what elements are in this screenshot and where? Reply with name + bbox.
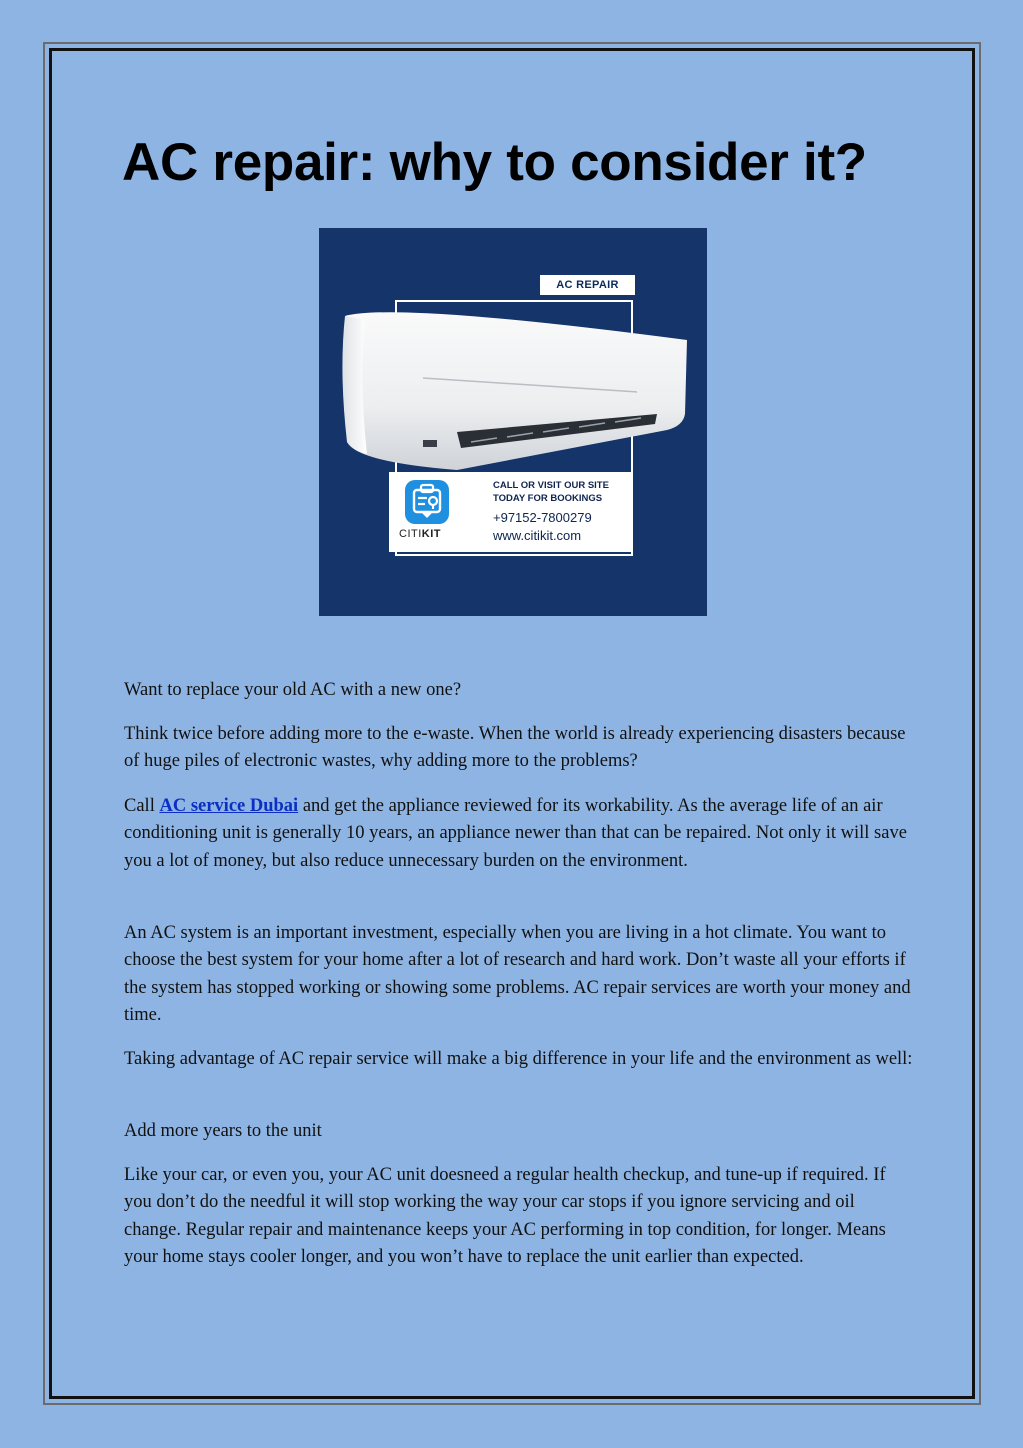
paragraph-advantages: Taking advantage of AC repair service will make a big difference in your life and the environment as well: — [124, 1049, 913, 1069]
hero-image — [319, 228, 707, 616]
section-heading-add-years: Add more years to the unit — [124, 1121, 322, 1141]
brand-name — [399, 528, 441, 540]
paragraph-e-waste: Think twice before adding more to the e-waste. When the world is already experiencing disasters because of huge piles of electronic wastes, why adding more to the problems? — [124, 724, 906, 772]
air-conditioner-image — [337, 302, 689, 472]
paragraph-intro-question: Want to replace your old AC with a new one? — [124, 680, 462, 700]
paragraph-call-service — [124, 793, 914, 875]
phone-number: +97152-7800279 — [493, 510, 592, 525]
call-suffix: and get the appliance reviewed for its workability. As the average life of an air conditioning unit is generally 10 years, an appliance newer than that can be repaired. Not only it will save you a lot of money, but also reduce unnecessary burden on the environment. — [124, 796, 907, 871]
brand-name-light: CITI — [399, 528, 422, 540]
contact-card — [389, 472, 633, 552]
ac-repair-badge: AC REPAIR — [540, 275, 635, 295]
cta-line-2: TODAY FOR BOOKINGS — [493, 493, 603, 504]
page-title: AC repair: why to consider it? — [122, 133, 867, 192]
ac-service-dubai-link[interactable]: AC service Dubai — [159, 796, 299, 816]
cta-line-1: CALL OR VISIT OUR SITE — [493, 480, 609, 491]
website-url: www.citikit.com — [493, 528, 582, 543]
paragraph-investment: An AC system is an important investment, especially when you are living in a hot climate. You want to choose the best system for your home after a lot of research and hard work. Don’t waste all your efforts if the system has stopped working or showing some problems. AC repair services are worth your money and time. — [124, 923, 911, 1025]
brand-name-bold: KIT — [421, 528, 442, 540]
citikit-logo-icon — [403, 478, 451, 526]
paragraph-health-checkup: Like your car, or even you, your AC unit doesneed a regular health checkup, and tune-up if required. If you don’t do the needful it will stop working the way your car stops if you ignore servicing and oil change. Regular repair and maintenance keeps your AC performing in top condition, for longer. Means your home stays cooler longer, and you won’t have to replace the unit earlier than expected. — [124, 1165, 886, 1267]
call-prefix: Call — [124, 796, 160, 816]
